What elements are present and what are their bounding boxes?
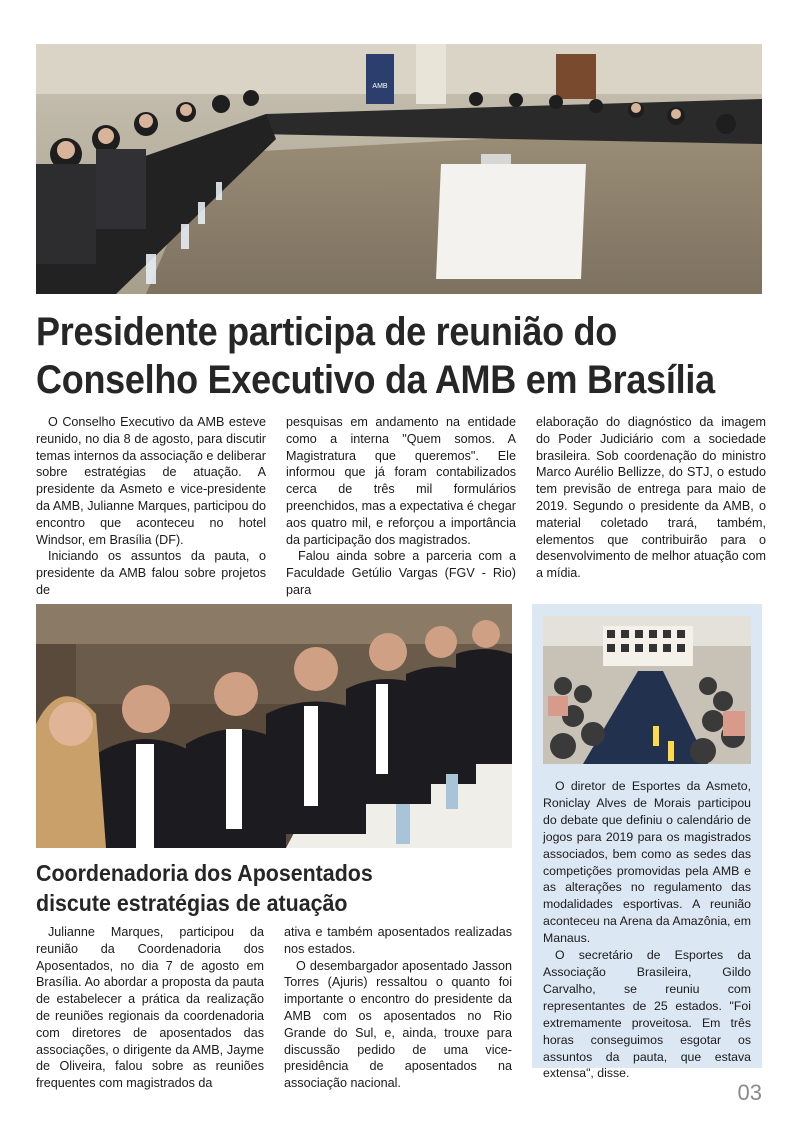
paragraph: O Conselho Executivo da AMB esteve reunido, no dia 8 de agosto, para discutir temas internos da associação e deliberar sobre estratégias de atuação. A presidente da Asmeto e vice-presidente da AMB, Julianne Marques, participou do encontro que aconteceu no hotel Windsor, em Brasília (DF). [36, 415, 266, 547]
headline [36, 308, 715, 404]
sports-sidebox [532, 604, 762, 1081]
paragraph: O diretor de Esportes da Asmeto, Roniclay Alves de Morais participou do debate que definiu o calendário de jogos para 2019 para os magistrados associados, bem como as sedes das competições promovidas pela AMB e as alterações no regulamento das modalidades esportivas. A reunião aconteceu na Arena da Amazônia, em Manaus. [543, 779, 751, 946]
paragraph: Falou ainda sobre a parceria com a Faculdade Getúlio Vargas (FGV - Rio) para [286, 549, 516, 597]
paragraph: elaboração do diagnóstico da imagem do Poder Judiciário com a sociedade brasileira. Sob coordenação do ministro Marco Aurélio Bellizze, do STJ, o estudo tem previsão de entrega para maio de 2019. Segundo o presidente da AMB, o material coletado trará, também, elementos que contribuirão para o desenvolvimento de melhor atuação com a mídia. [536, 415, 766, 581]
paragraph: pesquisas em andamento na entidade como a interna "Quem somos. A Magistratura que queremos". Ele informou que já foram contabilizados cerca de três mil formulários preenchidos, mas a expectativa é chegar aos quatro mil, e reforçou a importância da participação dos magistrados. [286, 415, 516, 547]
article-2-title-line-2: discute estratégias de atuação [36, 890, 348, 916]
article-2-column-2 [284, 924, 512, 1092]
paragraph: O desembargador aposentado Jasson Torres (Ajuris) ressaltou o quanto foi importante o encontro do presidente da AMB com os aposentados no Rio Grande do Sul, e, ainda, trouxe para discussão pedido de uma vice-presidência de aposentados na associação nacional. [284, 958, 512, 1091]
conference-photo-top [36, 44, 762, 294]
article-1-body [36, 414, 766, 599]
sports-meeting-photo [543, 616, 751, 764]
coordinator-meeting-photo [36, 604, 512, 848]
headline-line-1: Presidente participa de reunião do [36, 310, 617, 354]
article-2-title-line-1: Coordenadoria dos Aposentados [36, 860, 373, 886]
article-2-column-1 [36, 924, 264, 1092]
article-1-column-2 [286, 414, 516, 599]
article-1-column-1 [36, 414, 266, 599]
page-number: 03 [737, 1080, 762, 1105]
headline-line-2: Conselho Executivo da AMB em Brasília [36, 358, 715, 402]
paragraph: ativa e também aposentados realizadas nos estados. [284, 925, 512, 956]
sidebox-text [543, 778, 751, 1082]
article-2-body [36, 924, 512, 1092]
article-2-title [36, 858, 473, 918]
article-1-column-3 [536, 414, 766, 599]
paragraph: Julianne Marques, participou da reunião da Coordenadoria dos Aposentados, no dia 7 de agosto em Brasília. Ao abordar a proposta da pauta de estabelecer a prática da realização de reuniões regionais da coordenadoria com diretores de aposentados das associações, o dirigente da AMB, Jayme de Oliveira, falou sobre as reuniões frequentes com magistrados da [36, 925, 264, 1091]
paragraph: Iniciando os assuntos da pauta, o presidente da AMB falou sobre projetos de [36, 549, 266, 597]
paragraph: O secretário de Esportes da Associação Brasileira, Gildo Carvalho, se reuniu com representantes de 25 estados. "Foi extremamente proveitosa. Em três horas conseguimos esgotar os assuntos da pauta, que estava extensa", disse. [543, 948, 751, 1081]
svg-text:AMB: AMB [372, 83, 388, 90]
